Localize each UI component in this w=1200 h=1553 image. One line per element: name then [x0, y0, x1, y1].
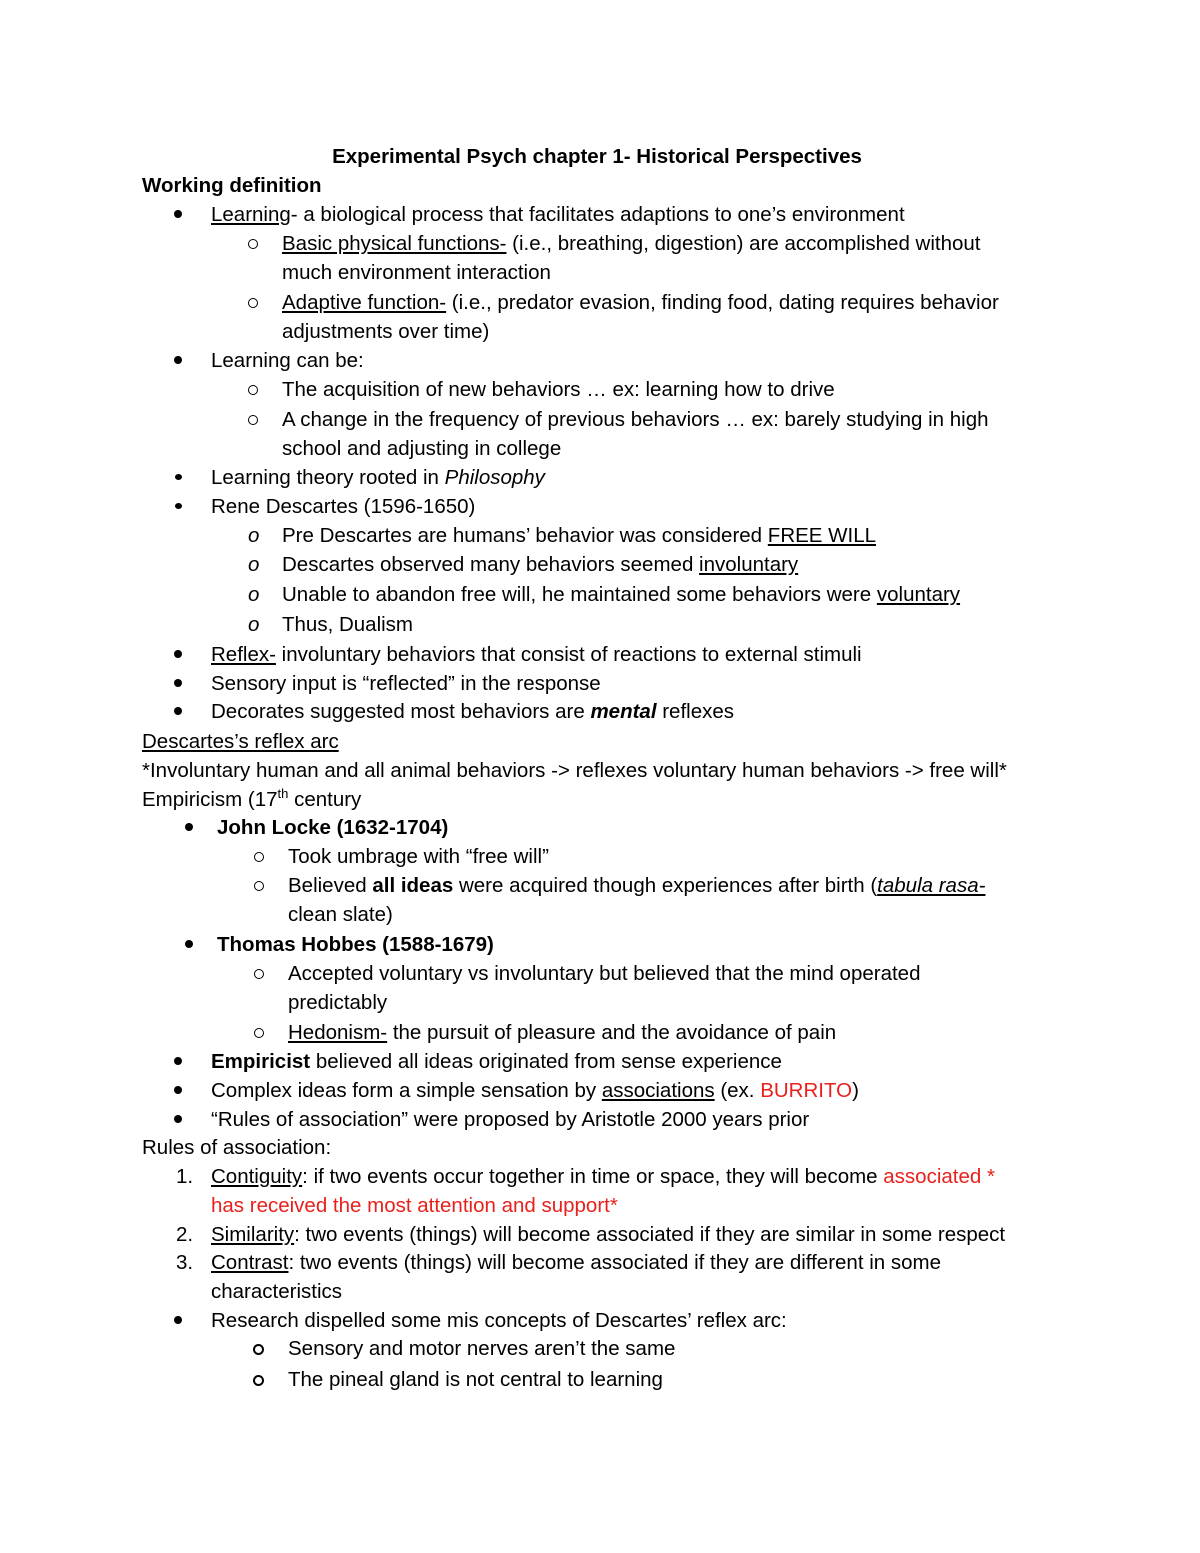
list-item: [282, 521, 876, 550]
emphasis-involuntary: involuntary: [699, 553, 799, 576]
list-item: [211, 1076, 859, 1105]
list-item-text: reflexes: [656, 700, 735, 723]
numbered-item: [211, 1162, 995, 1191]
bullet-icon: [174, 707, 182, 715]
sub-bullet-icon: [248, 298, 258, 308]
list-item-text: Learning theory rooted in: [211, 466, 445, 489]
definition-text: : two events (things) will become associated if they are different in some: [288, 1251, 942, 1274]
bullet-icon: [174, 1086, 182, 1094]
list-item: [211, 463, 545, 492]
list-number: 1.: [176, 1165, 194, 1188]
heading-text: Empiricism (17: [142, 788, 278, 811]
definition-text: believed all ideas originated from sense experience: [310, 1050, 782, 1073]
sub-bullet-icon: o: [248, 524, 260, 547]
list-item: [211, 200, 905, 229]
summary-line: *Involuntary human and all animal behaviors -> reflexes voluntary human behaviors -> free will*: [142, 759, 1007, 782]
emphasis-voluntary: voluntary: [876, 583, 961, 606]
sub-bullet-icon: o: [248, 583, 260, 606]
sub-bullet-icon: [248, 239, 258, 249]
definition-text: (i.e., predator evasion, finding food, dating requires behavior: [446, 291, 999, 314]
list-item-text: Descartes observed many behaviors seemed: [282, 553, 700, 576]
list-item-continuation: school and adjusting in college: [282, 437, 562, 460]
numbered-item-continuation: has received the most attention and support*: [211, 1194, 618, 1217]
heading-text: century: [288, 788, 362, 811]
list-item-text: ): [852, 1079, 859, 1102]
section-heading-working-definition: Working definition: [142, 174, 322, 197]
numbered-item: [211, 1248, 941, 1277]
list-item: A change in the frequency of previous behaviors … ex: barely studying in high: [282, 408, 989, 431]
term-contiguity: Contiguity: [211, 1165, 303, 1188]
sub-bullet-icon: o: [248, 553, 260, 576]
list-item: [211, 1047, 782, 1076]
numbered-item: [211, 1220, 1005, 1249]
term-reflex: Reflex-: [211, 643, 276, 666]
definition-text: : two events (things) will become associated if they are similar in some respect: [294, 1223, 1006, 1246]
bullet-icon: [185, 823, 193, 831]
list-item: [282, 550, 798, 579]
emphasis-tabula-rasa: tabula rasa-: [877, 874, 986, 897]
numbered-item-continuation: characteristics: [211, 1280, 343, 1303]
term-adaptive-function: Adaptive function-: [282, 291, 447, 314]
list-item: [288, 871, 985, 900]
emphasis-mental: mental: [590, 700, 657, 723]
list-item-text: Decorates suggested most behaviors are: [211, 700, 591, 723]
list-item-continuation: clean slate): [288, 903, 393, 926]
sub-bullet-icon: [254, 881, 264, 891]
emphasis-burrito: BURRITO: [760, 1079, 853, 1102]
list-item: [211, 640, 862, 669]
sub-bullet-icon: [248, 415, 258, 425]
bullet-icon: [174, 1057, 182, 1065]
term-basic-physical-functions: Basic physical functions-: [282, 232, 507, 255]
definition-text: - a biological process that facilitates adaptions to one’s environment: [290, 203, 905, 226]
term-contrast: Contrast: [211, 1251, 289, 1274]
definition-text: involuntary behaviors that consist of reactions to external stimuli: [275, 643, 862, 666]
section-heading-reflex-arc: Descartes’s reflex arc: [142, 730, 339, 753]
list-item: Thus, Dualism: [282, 613, 414, 636]
list-item: Research dispelled some mis concepts of Descartes’ reflex arc:: [211, 1309, 787, 1332]
sub-bullet-icon: [248, 385, 258, 395]
bullet-icon: [174, 679, 182, 687]
term-learning: Learning: [211, 203, 291, 226]
list-item: Sensory and motor nerves aren’t the same: [288, 1337, 676, 1360]
list-item: [211, 697, 734, 726]
list-item: Accepted voluntary vs involuntary but believed that the mind operated: [288, 962, 921, 985]
list-item-text: Unable to abandon free will, he maintained some behaviors were: [282, 583, 877, 606]
bullet-icon: [174, 650, 182, 658]
list-item: The acquisition of new behaviors … ex: learning how to drive: [282, 378, 835, 401]
page-title: Experimental Psych chapter 1- Historical Perspectives: [332, 145, 862, 168]
sub-bullet-icon: [253, 1344, 264, 1355]
sub-bullet-icon: [254, 969, 264, 979]
list-item-text: Complex ideas form a simple sensation by: [211, 1079, 602, 1102]
definition-text: : if two events occur together in time or space, they will become: [302, 1165, 884, 1188]
list-item: Took umbrage with “free will”: [288, 845, 549, 868]
term-similarity: Similarity: [211, 1223, 295, 1246]
list-item-text: were acquired though experiences after birth (: [453, 874, 878, 897]
sub-bullet-icon: [254, 1028, 264, 1038]
superscript: th: [277, 786, 289, 802]
term-hedonism: Hedonism-: [288, 1021, 388, 1044]
emphasis-associated: associated *: [883, 1165, 995, 1188]
emphasis-free-will: FREE WILL: [767, 524, 877, 547]
list-item-continuation: adjustments over time): [282, 320, 490, 343]
emphasis-all-ideas: all ideas: [372, 874, 454, 897]
sub-bullet-icon: o: [248, 613, 260, 636]
sub-bullet-icon: [254, 852, 264, 862]
list-item: Sensory input is “reflected” in the response: [211, 672, 601, 695]
list-item-text: Believed: [288, 874, 373, 897]
bullet-icon: [174, 210, 182, 218]
list-number: 2.: [176, 1223, 194, 1246]
list-number: 3.: [176, 1251, 194, 1274]
list-item: John Locke (1632-1704): [217, 816, 449, 839]
section-heading-rules: Rules of association:: [142, 1136, 332, 1159]
bullet-icon: [174, 1316, 182, 1324]
list-item: [282, 288, 999, 317]
definition-text: (i.e., breathing, digestion) are accomplished without: [506, 232, 981, 255]
sub-bullet-icon: [253, 1375, 264, 1386]
list-item: Thomas Hobbes (1588-1679): [217, 933, 494, 956]
list-item-continuation: predictably: [288, 991, 388, 1014]
emphasis-associations: associations: [601, 1079, 715, 1102]
list-item: [282, 580, 960, 609]
list-item: [288, 1018, 836, 1047]
list-item: Rene Descartes (1596-1650): [211, 495, 476, 518]
term-empiricist: Empiricist: [211, 1050, 311, 1073]
list-item-continuation: much environment interaction: [282, 261, 551, 284]
bullet-icon: [185, 940, 193, 948]
list-item-text: Pre Descartes are humans’ behavior was considered: [282, 524, 768, 547]
list-item: [282, 229, 981, 258]
bullet-icon: [175, 474, 182, 480]
bullet-icon: [175, 503, 182, 509]
list-item: The pineal gland is not central to learning: [288, 1368, 663, 1391]
bullet-icon: [174, 1115, 182, 1123]
emphasis-philosophy: Philosophy: [444, 466, 545, 489]
definition-text: the pursuit of pleasure and the avoidance of pain: [387, 1021, 837, 1044]
bullet-icon: [174, 356, 182, 364]
list-item: Learning can be:: [211, 349, 364, 372]
section-heading-empiricism: [142, 785, 361, 814]
list-item-text: (ex.: [714, 1079, 761, 1102]
list-item: “Rules of association” were proposed by Aristotle 2000 years prior: [211, 1108, 810, 1131]
